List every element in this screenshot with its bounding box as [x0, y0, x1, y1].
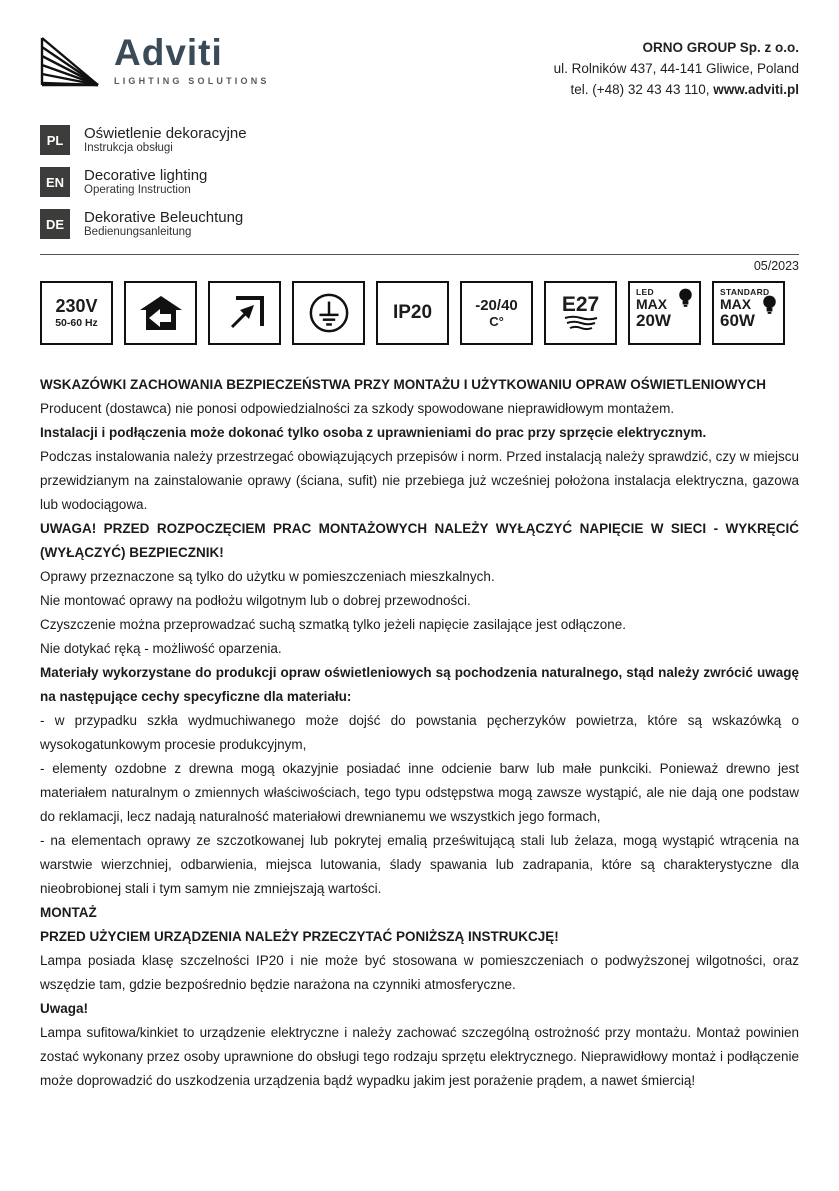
montage-paragraph: Lampa posiada klasę szczelności IP20 i nie może być stosowana w pomieszczeniach o podwyższonej wilgotności, oraz wszędzie tam, gdzie bezpośrednio będzie narażona na czynniki atmosferyczne.	[40, 953, 799, 993]
note-text: Lampa sufitowa/kinkiet to urządzenie elektryczne i należy zachować szczególną ostrożność przy montażu. Montaż powinien zostać wykonany przez osoby uprawnione do obsługi tego rodzaju sprzętu elektrycznego. Nieprawidłowy montaż i podłączenie może doprowadzić do uszkodzenia urządzenia bądź wypadku jakim jest porażenie prądem, a nawet śmiercią!	[40, 1025, 799, 1089]
safety-paragraph: Producent (dostawca) nie ponosi odpowiedzialności za szkody spowodowane nieprawidłowym montażem.	[40, 400, 675, 416]
note-title: Uwaga!	[40, 1001, 89, 1017]
standard-max-label: MAX	[720, 295, 752, 312]
safety-warning: UWAGA! PRZED ROZPOCZĘCIEM PRAC MONTAŻOWYCH NALEŻY WYŁĄCZYĆ NAPIĘCIE W SIECI - WYKRĘCIĆ (WYŁĄCZYĆ) BEZPIECZNIK!	[40, 521, 799, 561]
brand-text-block	[114, 34, 270, 86]
lang-title-de: Dekorative Beleuchtung	[84, 208, 244, 226]
standard-wattage: 60W	[720, 311, 755, 331]
company-contact-line	[554, 80, 799, 101]
lang-title-pl: Oświetlenie dekoracyjne	[84, 124, 247, 142]
lang-badge-en: EN	[40, 167, 70, 197]
led-wattage: 20W	[636, 311, 671, 331]
led-max-label: MAX	[636, 295, 668, 312]
header	[40, 34, 799, 101]
divider	[40, 254, 799, 255]
safety-paragraph: Oprawy przeznaczone są tylko do użytku w pomieszczeniach mieszkalnych.	[40, 569, 495, 585]
safety-paragraph: Nie montować oprawy na podłożu wilgotnym lub o dobrej przewodności.	[40, 593, 471, 609]
lang-badge-pl: PL	[40, 125, 70, 155]
protective-earth-box	[292, 281, 365, 345]
temperature-range: -20/40	[475, 296, 518, 314]
lang-badge-de: DE	[40, 209, 70, 239]
lang-text-en	[84, 167, 207, 198]
safety-paragraph-bold: Instalacji i podłączenia może dokonać tylko osoba z uprawnieniami do prac przy sprzęcie elektrycznym.	[40, 424, 707, 440]
company-name: ORNO GROUP Sp. z o.o.	[642, 40, 799, 55]
wall-mounting-icon	[224, 294, 266, 332]
company-phone: tel. (+48) 32 43 43 110,	[570, 81, 714, 97]
lang-row-en	[40, 167, 799, 198]
lang-row-pl	[40, 125, 799, 156]
wall-mounting-box	[208, 281, 281, 345]
voltage-rating-box	[40, 281, 113, 345]
temperature-range-box	[460, 281, 533, 345]
montage-heading: MONTAŻ	[40, 905, 97, 921]
company-website: www.adviti.pl	[713, 81, 799, 97]
socket-type: E27	[561, 293, 600, 317]
voltage-frequency: 50-60 Hz	[55, 316, 98, 329]
lang-title-en: Decorative lighting	[84, 166, 208, 184]
temperature-unit: C°	[489, 314, 504, 330]
standard-max-wattage-box	[712, 281, 785, 345]
brand-tagline: LIGHTING SOLUTIONS	[114, 75, 270, 86]
company-info	[554, 34, 799, 101]
materials-item: - na elementach oprawy ze szczotkowanej lub pokrytej emalią prześwitującą stali lub żelaza, mogą wystąpić wtrącenia na warstwie wierzchniej, odbarwienia, miejsca lutowania, ślady spawania lub zadrapania, które są charakterystyczne dla nieobrobionej stali i tym samym nie zmniejszają wartości.	[40, 833, 799, 897]
revision-date: 05/2023	[753, 258, 799, 273]
materials-intro: Materiały wykorzystane do produkcji opraw oświetleniowych są pochodzenia naturalnego, stąd należy zwrócić uwagę na następujące cechy specyficzne dla materiału:	[40, 665, 799, 705]
instruction-body	[40, 373, 799, 1093]
lang-text-de	[84, 209, 243, 240]
led-max-wattage-box	[628, 281, 701, 345]
led-label: LED	[636, 286, 654, 297]
standard-label: STANDARD	[720, 286, 770, 297]
lang-subtitle-pl: Instrukcja obsługi	[84, 142, 173, 155]
indoor-use-box	[124, 281, 197, 345]
safety-paragraph: Nie dotykać ręką - możliwość oparzenia.	[40, 641, 282, 657]
adviti-fan-logo-icon	[40, 34, 104, 90]
symbol-row	[40, 281, 799, 345]
language-sections	[40, 125, 799, 240]
lang-subtitle-de: Bedienungsanleitung	[84, 226, 192, 239]
materials-item: - w przypadku szkła wydmuchiwanego może dojść do powstania pęcherzyków powietrza, które są wskazówką o wysokogatunkowym procesie produkcyjnym,	[40, 713, 799, 753]
led-bulb-icon	[678, 288, 693, 310]
lang-subtitle-en: Operating Instruction	[84, 184, 191, 197]
protective-earth-icon	[308, 292, 350, 334]
ip-rating-box	[376, 281, 449, 345]
voltage-value: 230V	[55, 295, 98, 316]
lamp-socket-box	[544, 281, 617, 345]
brand-logo	[40, 34, 270, 90]
company-address: ul. Rolników 437, 44-141 Gliwice, Poland	[553, 60, 799, 76]
safety-heading: WSKAZÓWKI ZACHOWANIA BEZPIECZEŃSTWA PRZY MONTAŻU I UŻYTKOWANIU OPRAW OŚWIETLENIOWYCH	[40, 376, 766, 392]
ip-rating-value: IP20	[392, 301, 433, 323]
socket-thread-icon	[563, 315, 599, 331]
brand-name: Adviti	[114, 32, 223, 73]
indoor-use-house-icon	[139, 294, 183, 332]
materials-item: - elementy ozdobne z drewna mogą okazyjnie posiadać inne odcienie barw lub małe punkciki. Ponieważ drewno jest materiałem naturalnym o zmiennych właściwościach, tego typu odstępstwa mogą zawsze wystąpić, ale nie dają one podstaw do reklamacji, lecz nadają naturalność materiałowi drewnianemu we wszystkich jego formach,	[40, 761, 799, 825]
standard-bulb-icon	[762, 295, 777, 317]
lang-row-de	[40, 209, 799, 240]
safety-paragraph: Podczas instalowania należy przestrzegać obowiązujących przepisów i norm. Przed instalacją należy sprawdzić, czy w miejscu przewidzianym na zainstalowanie oprawy (ściana, sufit) nie przebiega już wcześniej położona instalacja elektryczna, gazowa lub wodociągowa.	[40, 448, 799, 512]
montage-read-warning: PRZED UŻYCIEM URZĄDZENIA NALEŻY PRZECZYTAĆ PONIŻSZĄ INSTRUKCJĘ!	[40, 929, 559, 945]
safety-paragraph: Czyszczenie można przeprowadzać suchą szmatką tylko jeżeli napięcie zasilające jest odłączone.	[40, 617, 627, 633]
lang-text-pl	[84, 125, 247, 156]
